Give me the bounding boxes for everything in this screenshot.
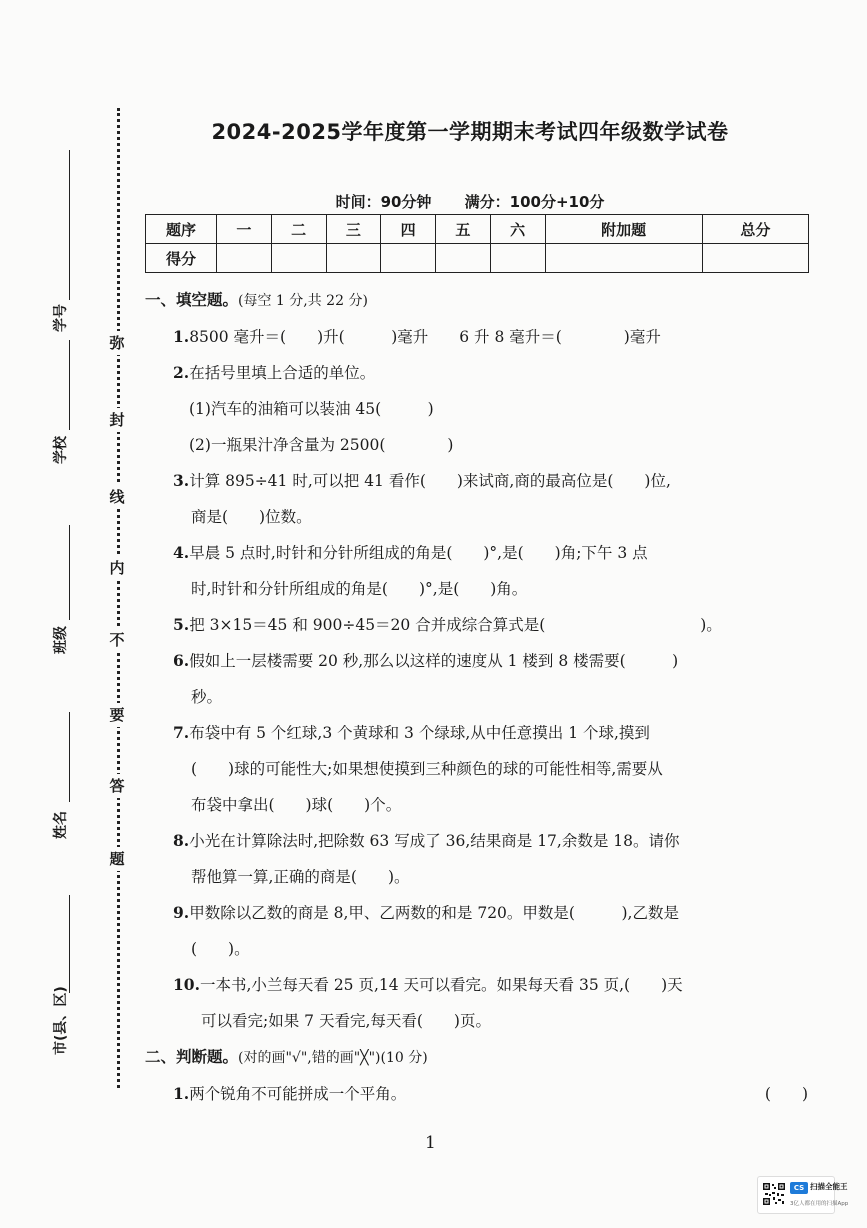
student-id-label: 学号: [53, 304, 69, 332]
question-number: 9.: [173, 903, 190, 922]
score-table-row: [146, 244, 809, 273]
section-1-heading: [145, 282, 810, 319]
scanner-app-name: 扫描全能王: [810, 1182, 848, 1191]
question-4: [145, 535, 810, 571]
class-label: 班级: [53, 626, 69, 654]
question-number: 10.: [173, 975, 200, 994]
question-10-continued: 可以看完;如果 7 天看完,每天看( )页。: [201, 1012, 491, 1030]
school-line: [69, 340, 70, 430]
district-line: [69, 895, 70, 993]
student-id-line: [69, 150, 70, 300]
score-input-cell[interactable]: [271, 244, 326, 273]
score-header-cell: 五: [436, 215, 491, 244]
section-2-note: (对的画"√",错的画"╳")(10 分): [238, 1050, 428, 1066]
seal-char: 要: [105, 703, 129, 727]
seal-char: 封: [105, 408, 129, 432]
question-text: 计算 895÷41 时,可以把 41 看作( )来试商,商的最高位是( )位,: [189, 472, 671, 490]
exam-content: [145, 282, 810, 1112]
score-input-cell[interactable]: [545, 244, 702, 273]
score-header-cell: 三: [326, 215, 381, 244]
section-2-heading: [145, 1039, 810, 1076]
question-text: 两个锐角不可能拼成一个平角。: [189, 1085, 407, 1103]
question-6-continued: 秒。: [191, 688, 223, 706]
question-text: 在括号里填上合适的单位。: [189, 364, 376, 382]
question-number: 8.: [173, 831, 190, 850]
judgement-question-1: [145, 1076, 810, 1112]
section-1-title: 一、填空题。: [145, 291, 239, 309]
question-number: 2.: [173, 363, 190, 382]
score-header-cell: 题序: [146, 215, 217, 244]
exam-meta: [150, 191, 790, 212]
score-input-cell[interactable]: [436, 244, 491, 273]
score-input-cell[interactable]: [381, 244, 436, 273]
exam-full-score: 满分：100分+10分: [464, 193, 605, 211]
question-10: [145, 967, 810, 1003]
question-9-continued: ( )。: [191, 940, 250, 958]
score-header-cell: 附加题: [545, 215, 702, 244]
score-header-cell: 一: [217, 215, 272, 244]
question-7-continued: 布袋中拿出( )球( )个。: [191, 796, 402, 814]
seal-char: 题: [105, 847, 129, 871]
question-text: 8500 毫升＝( )升( )毫升 6 升 8 毫升＝( )毫升: [189, 328, 661, 346]
question-7: [145, 715, 810, 751]
page-number: 1: [425, 1133, 436, 1153]
score-header-cell: 四: [381, 215, 436, 244]
question-1: [145, 319, 810, 355]
scanner-tagline: 3亿人都在用的扫描App: [790, 1201, 849, 1207]
qr-code-icon: [762, 1182, 786, 1206]
question-number: 7.: [173, 723, 190, 742]
binding-margin: [0, 0, 140, 1228]
seal-char: 不: [105, 628, 129, 652]
seal-char: 线: [105, 485, 129, 509]
camscanner-logo-icon: CS: [790, 1182, 808, 1194]
score-input-cell[interactable]: [326, 244, 381, 273]
question-8: [145, 823, 810, 859]
question-7-continued: ( )球的可能性大;如果想使摸到三种颜色的球的可能性相等,需要从: [191, 760, 663, 778]
section-1-note: (每空 1 分,共 22 分): [238, 293, 368, 309]
score-header-cell: 二: [271, 215, 326, 244]
question-number: 1.: [173, 1084, 190, 1103]
question-text: 小光在计算除法时,把除数 63 写成了 36,结果商是 17,余数是 18。请你: [189, 832, 680, 850]
answer-parentheses[interactable]: ( ): [764, 1085, 808, 1103]
question-2-part-2: (2)一瓶果汁净含量为 2500( ): [189, 436, 454, 454]
question-text: 甲数除以乙数的商是 8,甲、乙两数的和是 720。甲数是( ),乙数是: [189, 904, 679, 922]
scanner-watermark: [757, 1176, 849, 1214]
score-input-cell[interactable]: [702, 244, 808, 273]
score-table: [145, 214, 809, 273]
question-2-part-1: (1)汽车的油箱可以装油 45( ): [189, 400, 434, 418]
question-5: [145, 607, 810, 643]
score-table-header: [146, 215, 809, 244]
seal-char: 答: [105, 774, 129, 798]
score-row-label: 得分: [146, 244, 217, 273]
question-8-continued: 帮他算一算,正确的商是( )。: [191, 868, 410, 886]
school-label: 学校: [53, 436, 69, 464]
question-text: 早晨 5 点时,时针和分针所组成的角是( )°,是( )角;下午 3 点: [189, 544, 648, 562]
name-label: 姓名: [53, 811, 69, 839]
question-number: 3.: [173, 471, 190, 490]
exam-title: 2024-2025学年度第一学期期末考试四年级数学试卷: [211, 120, 729, 144]
question-6: [145, 643, 810, 679]
exam-time: 时间：90分钟: [335, 193, 432, 211]
score-header-cell: 六: [490, 215, 545, 244]
question-number: 4.: [173, 543, 190, 562]
question-text: 把 3×15＝45 和 900÷45＝20 合并成综合算式是( )。: [189, 616, 722, 634]
question-text: 假如上一层楼需要 20 秒,那么以这样的速度从 1 楼到 8 楼需要( ): [189, 652, 679, 670]
class-line: [69, 525, 70, 620]
district-label: 市(县、区): [53, 986, 69, 1055]
score-header-cell: 总分: [702, 215, 808, 244]
question-9: [145, 895, 810, 931]
question-text: 布袋中有 5 个红球,3 个黄球和 3 个绿球,从中任意摸出 1 个球,摸到: [189, 724, 650, 742]
question-3: [145, 463, 810, 499]
question-3-continued: 商是( )位数。: [191, 508, 312, 526]
score-input-cell[interactable]: [217, 244, 272, 273]
question-number: 6.: [173, 651, 190, 670]
question-2: [145, 355, 810, 391]
question-4-continued: 时,时针和分针所组成的角是( )°,是( )角。: [191, 580, 528, 598]
seal-char: 内: [105, 556, 129, 580]
name-line: [69, 712, 70, 802]
section-2-title: 二、判断题。: [145, 1048, 239, 1066]
question-number: 5.: [173, 615, 190, 634]
seal-char: 弥: [105, 331, 129, 355]
question-number: 1.: [173, 327, 190, 346]
question-text: 一本书,小兰每天看 25 页,14 天可以看完。如果每天看 35 页,( )天: [199, 976, 683, 994]
seal-dotted-line: [117, 108, 120, 1088]
score-input-cell[interactable]: [490, 244, 545, 273]
